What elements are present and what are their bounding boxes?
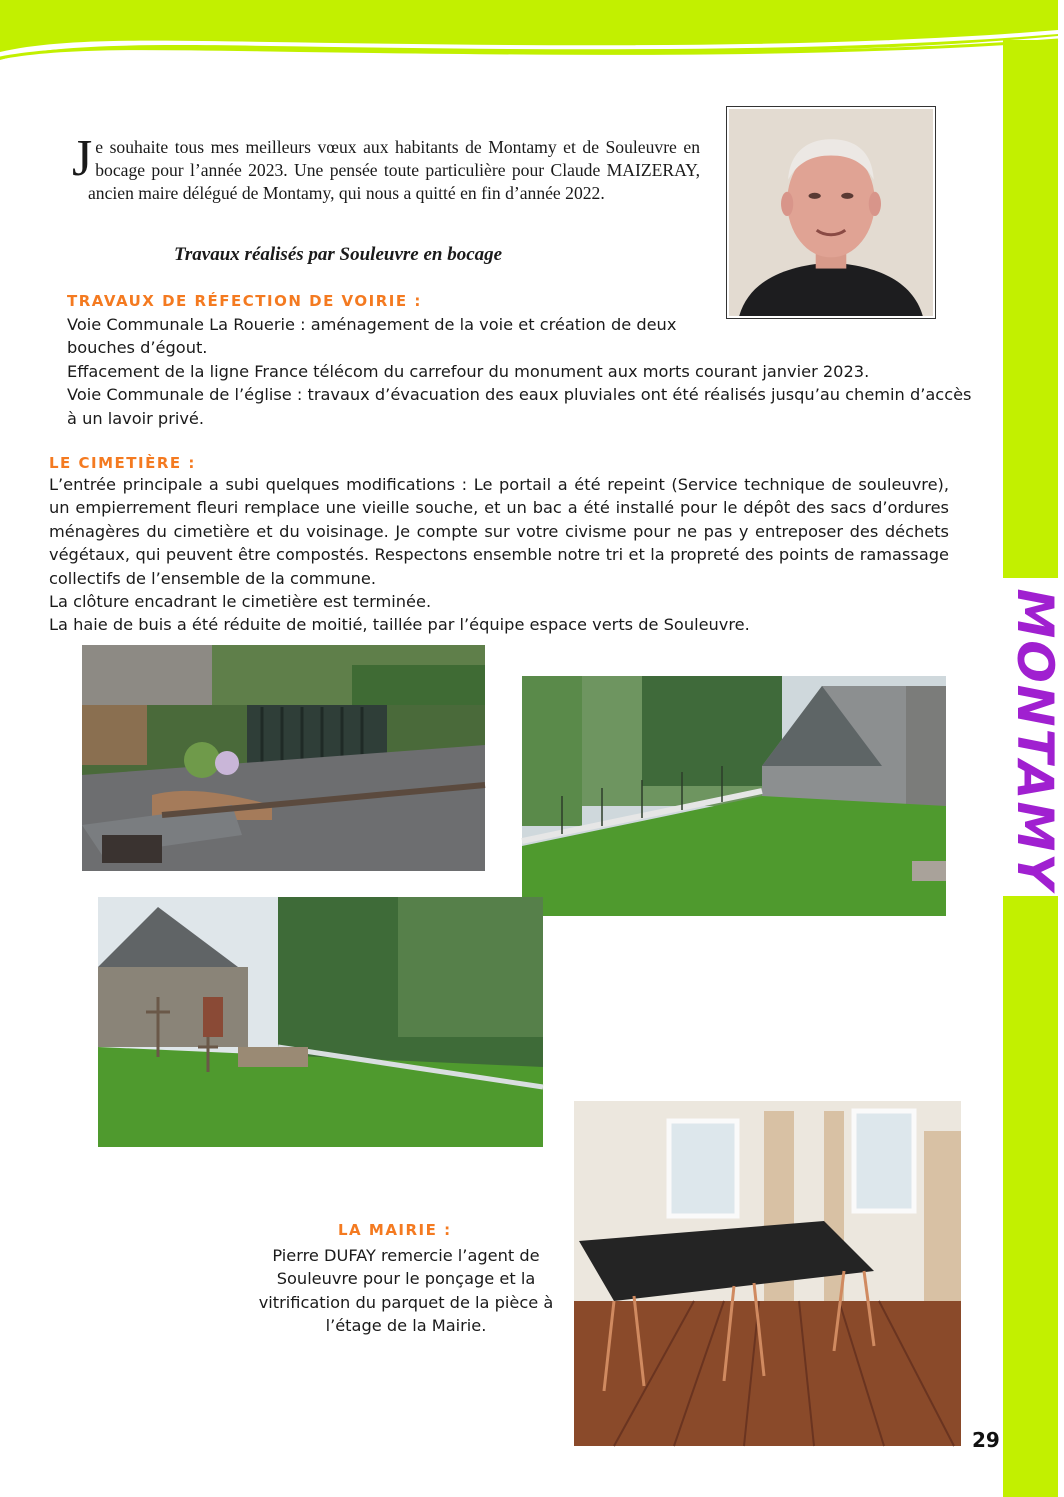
voirie-line-4: Voie Communale de l’église : travaux d’évacuation des eaux pluviales ont été réalisés jusqu’au chemin d’accès à un lavoir privé.: [67, 385, 972, 428]
photo-mairie-room: [574, 1101, 961, 1446]
intro-text: e souhaite tous mes meilleurs vœux aux habitants de Montamy et de Souleuvre en bocage pour l’année 2023. Une pensée toute particulière pour Claude MAIZERAY, ancien maire délégué de Montamy, qui nous a quitté en fin d’année 2022.: [88, 137, 700, 203]
cimetiere-cloture-line: La clôture encadrant le cimetière est terminée.: [49, 592, 432, 612]
cimetiere-paragraph: L’entrée principale a subi quelques modifications : Le portail a été repeint (Service technique de souleuvre), un empierrement fleuri remplace une vieille souche, et un bac a été installé pour le dépôt des sacs d’ordures ménagères du cimetière et du voisinage. Je compte sur votre civisme pour ne pas y entreposer des déchets végétaux, qui peuvent être compostés. Respectons ensemble notre tri et la propreté des points de ramassage collectifs de l’ensemble de la commune.: [49, 475, 949, 588]
photo-cemetery-gate: [82, 645, 485, 871]
section-title: MONTAMY: [1006, 588, 1064, 892]
photo-church-fence: [522, 676, 946, 916]
cimetiere-heading: LE CIMETIÈRE :: [49, 454, 196, 472]
intro-dropcap: J: [72, 130, 93, 187]
top-wave-decoration: [0, 0, 1058, 110]
mairie-text: Pierre DUFAY remercie l’agent de Souleuvre pour le ponçage et la vitrification du parquet de la pièce à l’étage de la Mairie.: [258, 1246, 554, 1336]
page-number: 29: [972, 1428, 1000, 1452]
cimetiere-haie-line: La haie de buis a été réduite de moitié, taillée par l’équipe espace verts de Souleuvre.: [49, 615, 750, 635]
voirie-heading: TRAVAUX DE RÉFECTION DE VOIRIE :: [67, 292, 422, 310]
voirie-line-3: Effacement de la ligne France télécom du carrefour du monument aux morts courant janvier 2023.: [67, 361, 870, 381]
voirie-line-1: Voie Communale La Rouerie : aménagement de la voie et création de deux: [67, 315, 677, 334]
side-accent-bar-bottom: [1003, 896, 1058, 1497]
voirie-text: [67, 313, 981, 430]
portrait-photo: [726, 106, 936, 319]
voirie-line-2: bouches d’égout.: [67, 338, 208, 358]
side-accent-bar-top: [1003, 40, 1058, 578]
intro-paragraph: [72, 130, 700, 205]
cimetiere-text: [49, 473, 949, 637]
subtitle: Travaux réalisés par Souleuvre en bocage: [174, 244, 503, 265]
photo-church-crosses: [98, 897, 543, 1147]
mairie-heading: LA MAIRIE :: [338, 1221, 452, 1239]
